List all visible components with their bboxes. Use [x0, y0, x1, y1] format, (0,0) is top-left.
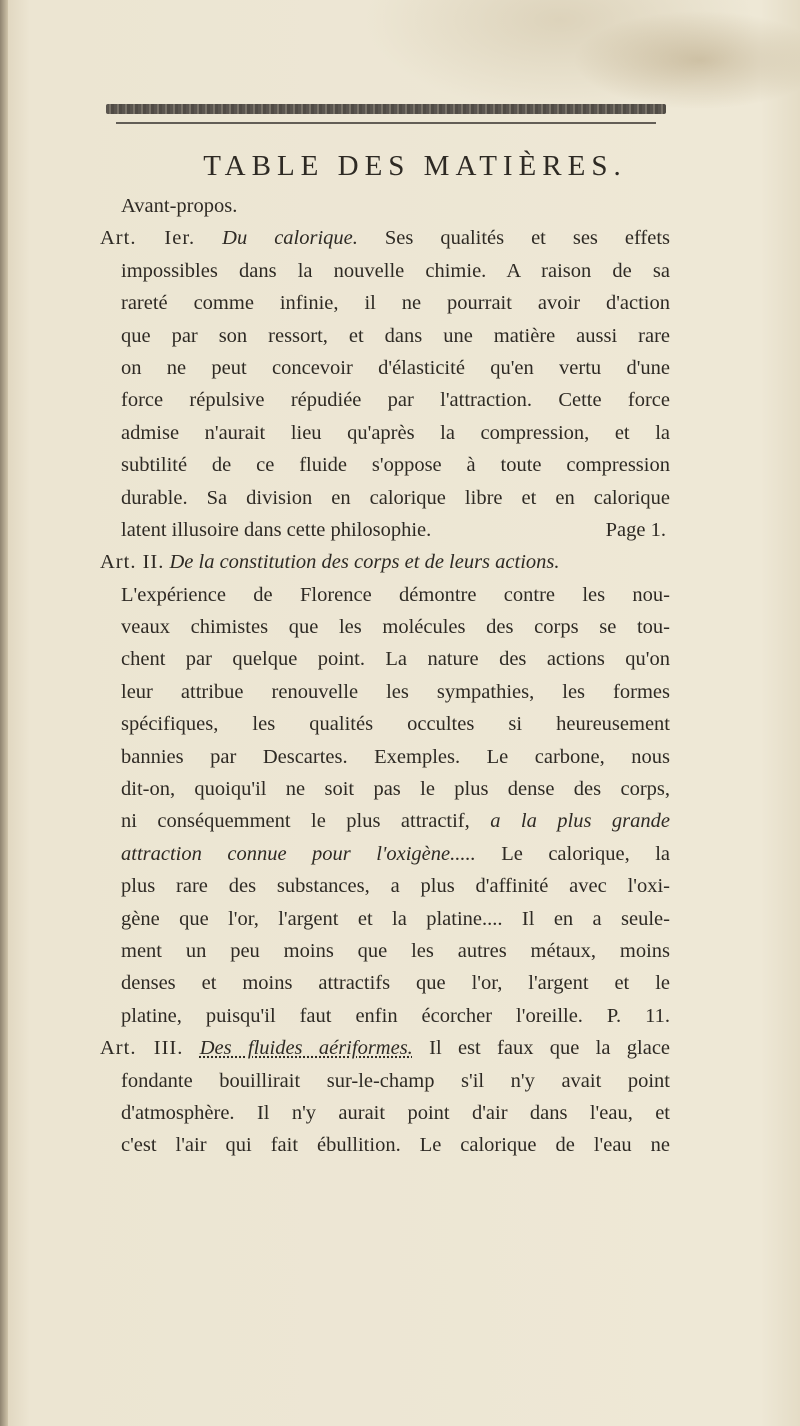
- article-2-line: plus rare des substances, a plus d'affinité avec l'oxi-: [121, 875, 670, 898]
- table-of-contents: [100, 190, 670, 1162]
- article-2-line: Le calorique, la: [501, 842, 671, 865]
- article-2-line: dit-on, quoiqu'il ne soit pas le plus dense des corps,: [121, 778, 670, 801]
- article-2-line: spécifiques, les qualités occultes si heureusement: [121, 713, 670, 736]
- article-2-heading: De la constitution des corps et de leurs actions.: [169, 551, 560, 574]
- article-3-first-line: [100, 1032, 670, 1064]
- article-2-line: platine, puisqu'il faut enfin écorcher l'oreille.: [121, 1004, 583, 1027]
- article-1-line: latent illusoire dans cette philosophie.: [121, 518, 432, 541]
- article-2-italic-phrase: a la plus grande: [490, 810, 671, 833]
- article-1-last-line: [100, 514, 670, 546]
- article-1-first-line: [100, 222, 670, 254]
- thin-rule: [116, 122, 656, 124]
- article-2-first-line: [100, 546, 670, 578]
- article-3-line: fondante bouillirait sur-le-champ s'il n'y avait point: [121, 1069, 670, 1092]
- article-2-mixed-line: [100, 838, 670, 870]
- article-1-line: rareté comme infinie, il ne pourrait avoir d'action: [121, 292, 670, 315]
- article-1-line: force répulsive répudiée par l'attraction. Cette force: [121, 389, 670, 412]
- page-title: TABLE DES MATIÈRES.: [203, 150, 627, 182]
- article-1-line: on ne peut concevoir d'élasticité qu'en vertu d'une: [121, 356, 670, 379]
- article-1-page-ref: Page 1.: [605, 518, 666, 541]
- article-2-line: gène que l'or, l'argent et la platine.... Il en a seule-: [121, 907, 670, 930]
- article-2-line: denses et moins attractifs que l'or, l'argent et le: [121, 972, 670, 995]
- article-2-line: veaux chimistes que les molécules des corps se tou-: [121, 616, 670, 639]
- article-2-italic-phrase: attraction connue pour l'oxigène.....: [121, 842, 476, 865]
- article-1-heading: Du calorique.: [222, 227, 358, 250]
- article-3-line: c'est l'air qui fait ébullition. Le calorique de l'eau ne: [121, 1134, 670, 1157]
- article-1-label: Art. Ier.: [100, 227, 196, 250]
- article-2-mixed-line: [100, 805, 670, 837]
- page-spine-shadow: [0, 0, 8, 1426]
- article-2-line: L'expérience de Florence démontre contre les nou-: [121, 583, 670, 606]
- article-2-last-line: [100, 1000, 670, 1032]
- ornamental-rule: [106, 104, 666, 114]
- avant-propos-entry: Avant-propos.: [121, 195, 238, 217]
- article-2-line: ni conséquemment le plus attractif,: [121, 810, 470, 833]
- article-1-line: admise n'aurait lieu qu'après la compression, et la: [121, 421, 670, 444]
- article-2-line: bannies par Descartes. Exemples. Le carbone, nous: [121, 745, 670, 768]
- article-2-line: chent par quelque point. La nature des actions qu'on: [121, 648, 670, 671]
- article-2-page-ref: P. 11.: [606, 1004, 670, 1027]
- article-1-text: Ses qualités et ses effets: [384, 227, 671, 250]
- article-1-line: durable. Sa division en calorique libre et en calorique: [121, 486, 670, 509]
- article-3-heading: Des fluides aériformes.: [199, 1037, 413, 1060]
- article-2-line: leur attribue renouvelle les sympathies, les formes: [121, 680, 670, 703]
- article-3-label: Art. III.: [100, 1037, 184, 1060]
- article-1-line: impossibles dans la nouvelle chimie. A raison de sa: [121, 259, 670, 282]
- article-1-line: que par son ressort, et dans une matière aussi rare: [121, 324, 670, 347]
- article-2-line: ment un peu moins que les autres métaux, moins: [121, 939, 670, 962]
- article-3-text: Il est faux que la glace: [429, 1037, 671, 1060]
- article-2-label: Art. II.: [100, 551, 165, 574]
- article-3-line: d'atmosphère. Il n'y aurait point d'air dans l'eau, et: [121, 1101, 670, 1124]
- article-1-line: subtilité de ce fluide s'oppose à toute compression: [121, 454, 670, 477]
